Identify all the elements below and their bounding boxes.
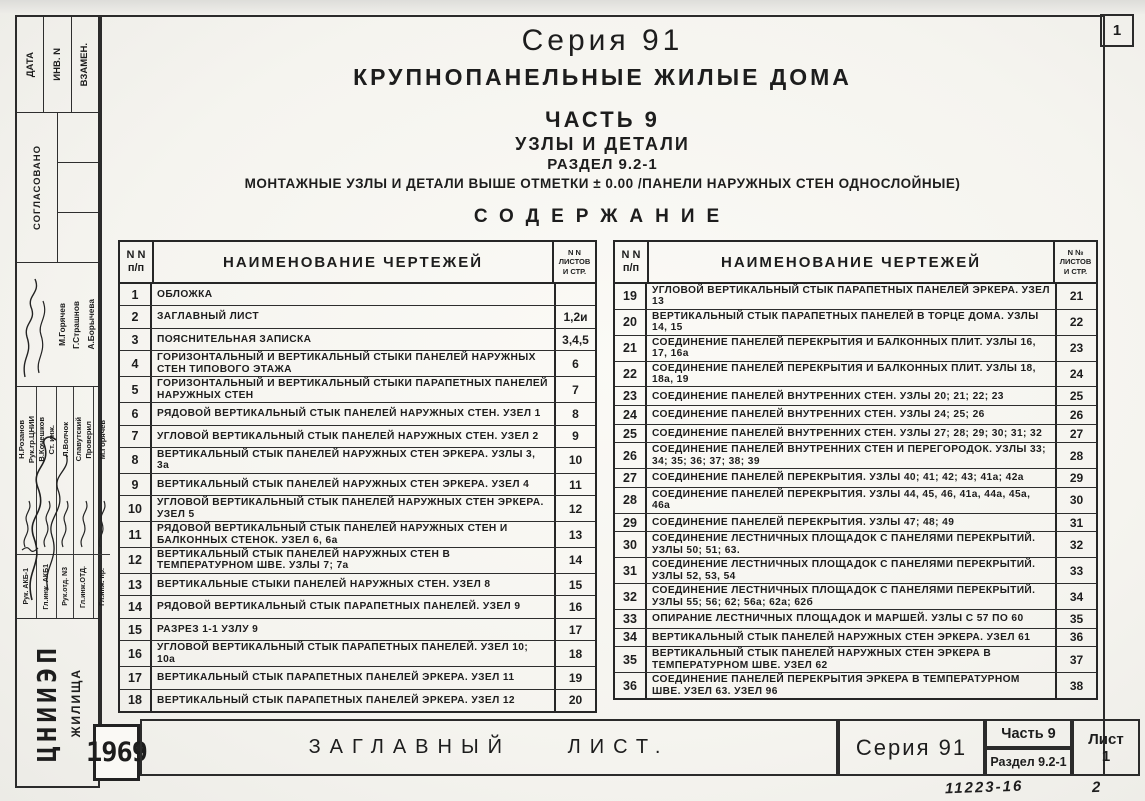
sheet-numbers: 21 — [1055, 284, 1096, 309]
row-number: 13 — [120, 574, 152, 595]
sheets-header: N N ЛИСТОВ И СТР. — [552, 242, 595, 282]
sheet-numbers: 16 — [554, 596, 595, 617]
drawing-title: ВЕРТИКАЛЬНЫЙ СТЫК ПАНЕЛЕЙ НАРУЖНЫХ СТЕН ЭРКЕРА. УЗЕЛ 4 — [157, 478, 530, 490]
drawing-title: СОЕДИНЕНИЕ ПАНЕЛЕЙ ПЕРЕКРЫТИЯ И БАЛКОННЫХ ПЛИТ. УЗЛЫ 16, 17, 16а — [652, 336, 1036, 360]
row-number: 27 — [615, 469, 647, 487]
sheet-numbers: 32 — [1055, 532, 1096, 557]
drawing-title: ГОРИЗОНТАЛЬНЫЙ И ВЕРТИКАЛЬНЫЙ СТЫКИ ПАНЕЛЕЙ НАРУЖНЫХ СТЕН ТИПОВОГО ЭТАЖА — [157, 352, 536, 375]
sheet-numbers: 6 — [554, 351, 595, 376]
building-type-title: КРУПНОПАНЕЛЬНЫЕ ЖИЛЫЕ ДОМА — [353, 64, 852, 90]
drawing-title: ОПИРАНИЕ ЛЕСТНИЧНЫХ ПЛОЩАДОК И МАРШЕЙ. УЗЛЫ С 57 ПО 60 — [652, 613, 1024, 625]
drawing-title: ВЕРТИКАЛЬНЫЙ СТЫК ПАНЕЛЕЙ НАРУЖНЫХ СТЕН В ТЕМПЕРАТУРНОМ ШВЕ. УЗЛЫ 7; 7а — [157, 549, 451, 572]
sheet-numbers: 24 — [1055, 362, 1096, 387]
sheet-title: ЗАГЛАВНЫЙ ЛИСТ. — [308, 736, 670, 758]
table-row — [615, 514, 1096, 533]
table-row — [120, 426, 595, 448]
table-row — [615, 673, 1096, 698]
sheet-numbers: 28 — [1055, 443, 1096, 468]
row-number: 8 — [120, 448, 152, 473]
table-row — [120, 351, 595, 377]
sheet-numbers: 10 — [554, 448, 595, 473]
row-number: 20 — [615, 310, 647, 335]
drawing-title: ВЕРТИКАЛЬНЫЕ СТЫКИ ПАНЕЛЕЙ НАРУЖНЫХ СТЕН. УЗЕЛ 8 — [157, 578, 491, 590]
sheet-numbers: 22 — [1055, 310, 1096, 335]
year-box — [85, 724, 148, 781]
staff-column — [94, 387, 110, 618]
sheet-numbers: 38 — [1055, 673, 1096, 698]
sheet-label: Лист — [1088, 730, 1124, 748]
name-header: НАИМЕНОВАНИЕ ЧЕРТЕЖЕЙ — [222, 253, 483, 271]
row-number: 4 — [120, 351, 152, 376]
sheet-numbers: 19 — [554, 667, 595, 688]
sheet-numbers: 8 — [554, 403, 595, 424]
row-number: 19 — [615, 284, 647, 309]
row-number: 12 — [120, 548, 152, 573]
footer-sheet-cell — [1072, 719, 1140, 776]
row-number: 32 — [615, 584, 647, 609]
sheet-numbers: 23 — [1055, 336, 1096, 361]
staff-extra-title: Ст. инж. — [47, 424, 56, 455]
table-row — [120, 403, 595, 425]
row-number: 17 — [120, 667, 152, 688]
drawing-title: СОЕДИНЕНИЕ ПАНЕЛЕЙ ПЕРЕКРЫТИЯ. УЗЛЫ 44, 45, 46, 41а, 44а, 45а, 46а — [652, 488, 1031, 512]
sheet-numbers: 34 — [1055, 584, 1096, 609]
drawing-title: СОЕДИНЕНИЕ ПАНЕЛЕЙ ВНУТРЕННИХ СТЕН. УЗЛЫ 27; 28; 29; 30; 31; 32 — [652, 427, 1043, 439]
sheet-numbers: 17 — [554, 619, 595, 640]
drawing-title: СОЕДИНЕНИЕ ЛЕСТНИЧНЫХ ПЛОЩАДОК С ПАНЕЛЯМИ ПЕРЕКРЫТИЙ. УЗЛЫ 52, 53, 54 — [652, 559, 1036, 582]
table-row — [615, 558, 1096, 584]
table-row — [120, 522, 595, 548]
sheet-numbers: 25 — [1055, 387, 1096, 405]
staff-column — [57, 387, 74, 618]
staff-name: Л.Волчок — [60, 422, 70, 457]
drawing-title: ОБЛОЖКА — [157, 289, 213, 301]
drawing-title: СОЕДИНЕНИЕ ПАНЕЛЕЙ ВНУТРЕННИХ СТЕН И ПЕРЕГОРОДОК. УЗЛЫ 33; 34; 35; 36; 37; 38; 39 — [652, 444, 1046, 467]
row-number: 23 — [615, 387, 647, 405]
drawing-title: СОЕДИНЕНИЕ ЛЕСТНИЧНЫХ ПЛОЩАДОК С ПАНЕЛЯМИ ПЕРЕКРЫТИЙ. УЗЛЫ 50; 51; 63. — [652, 533, 1036, 556]
drawing-title: ВЕРТИКАЛЬНЫЙ СТЫК ПАРАПЕТНЫХ ПАНЕЛЕЙ ЭРКЕРА. УЗЕЛ 12 — [157, 694, 515, 706]
row-number: 34 — [615, 629, 647, 647]
corner-number-value: 1 — [1112, 22, 1122, 39]
handwritten-code: 11223-16 — [944, 777, 1024, 798]
row-number: 6 — [120, 403, 152, 424]
approver-signatures — [17, 263, 98, 387]
table-row — [120, 284, 595, 306]
footer-series-cell — [838, 719, 985, 776]
drawing-title: СОЕДИНЕНИЕ ПАНЕЛЕЙ ПЕРЕКРЫТИЯ. УЗЛЫ 47; 48; 49 — [652, 516, 955, 528]
drawing-title: СОЕДИНЕНИЕ ПАНЕЛЕЙ ВНУТРЕННИХ СТЕН. УЗЛЫ 24; 25; 26 — [652, 409, 985, 421]
row-number: 14 — [120, 596, 152, 617]
sheet-numbers: 20 — [554, 690, 595, 711]
inventory-label: ИНВ. N — [51, 48, 63, 81]
footer-section-cell — [985, 748, 1072, 776]
row-number: 22 — [615, 362, 647, 387]
date-label: ДАТА — [24, 51, 36, 78]
table-row — [615, 362, 1096, 388]
row-number: 30 — [615, 532, 647, 557]
table-row — [120, 448, 595, 474]
table-row — [120, 329, 595, 351]
num-header: N N — [126, 248, 146, 261]
drawing-title: ЗАГЛАВНЫЙ ЛИСТ — [157, 311, 260, 323]
sheet-number: 1 — [1101, 747, 1111, 765]
row-number: 11 — [120, 522, 152, 547]
table-row — [615, 284, 1096, 310]
staff-signature — [76, 492, 92, 554]
table-row — [615, 610, 1096, 629]
institute-big: ЦНИИЭП — [32, 643, 63, 762]
staff-extra-title: Проверил — [84, 420, 93, 459]
drawing-title: СОЕДИНЕНИЕ ПАНЕЛЕЙ ПЕРЕКРЫТИЯ ЭРКЕРА В ТЕМПЕРАТУРНОМ ШВЕ. УЗЕЛ 63. УЗЕЛ 96 — [652, 674, 1020, 697]
table-header: N N п/п НАИМЕНОВАНИЕ ЧЕРТЕЖЕЙ N № ЛИСТОВ И СТР. — [615, 242, 1096, 284]
staff-column — [74, 387, 94, 618]
year-value: 1969 — [85, 737, 148, 768]
table-row — [615, 425, 1096, 444]
corner-sheet-number — [1100, 14, 1134, 47]
drawing-title: ВЕРТИКАЛЬНЫЙ СТЫК ПАНЕЛЕЙ НАРУЖНЫХ СТЕН ЭРКЕРА. УЗЛЫ 3, 3а — [157, 449, 536, 472]
row-number: 31 — [615, 558, 647, 583]
approver-name: М.Горячев — [57, 303, 68, 346]
table-row — [615, 532, 1096, 558]
table-row — [615, 336, 1096, 362]
row-number: 9 — [120, 474, 152, 495]
footer-part-cell — [985, 719, 1072, 748]
row-number: 10 — [120, 496, 152, 521]
sheet-numbers: 30 — [1055, 488, 1096, 513]
drawing-title: ГОРИЗОНТАЛЬНЫЙ И ВЕРТИКАЛЬНЫЙ СТЫКИ ПАРАПЕТНЫХ ПАНЕЛЕЙ НАРУЖНЫХ СТЕН — [157, 378, 548, 401]
drawing-title: ВЕРТИКАЛЬНЫЙ СТЫК ПАРАПЕТНЫХ ПАНЕЛЕЙ В ТОРЦЕ ДОМА. УЗЛЫ 14, 15 — [652, 310, 1039, 334]
row-number: 24 — [615, 406, 647, 424]
table-row — [615, 387, 1096, 406]
table-row — [615, 584, 1096, 610]
sheet-numbers: 3,4,5 — [554, 329, 595, 350]
drawing-title: УГЛОВОЙ ВЕРТИКАЛЬНЫЙ СТЫК ПАНЕЛЕЙ НАРУЖНЫХ СТЕН ЭРКЕРА. УЗЕЛ 5 — [157, 497, 544, 520]
row-number: 16 — [120, 641, 152, 666]
row-number: 15 — [120, 619, 152, 640]
sheet-numbers: 33 — [1055, 558, 1096, 583]
sheet-numbers: 11 — [554, 474, 595, 495]
staff-signature — [19, 492, 35, 554]
row-number: 21 — [615, 336, 647, 361]
drawing-title: СОЕДИНЕНИЕ ПАНЕЛЕЙ ПЕРЕКРЫТИЯ. УЗЛЫ 40; 41; 42; 43; 41а; 42а — [652, 472, 1024, 484]
staff-signature — [39, 492, 55, 554]
approver-name: А.Борычева — [85, 299, 96, 350]
sheet-numbers: 14 — [554, 548, 595, 573]
section-title: РАЗДЕЛ 9.2-1 — [547, 156, 658, 173]
footer-section: Раздел 9.2-1 — [990, 755, 1067, 769]
staff-position: Рук. АКБ-1 — [23, 568, 30, 605]
row-number: 1 — [120, 284, 152, 305]
sheet-numbers: 31 — [1055, 514, 1096, 532]
drawing-title: СОЕДИНЕНИЕ ПАНЕЛЕЙ ВНУТРЕННИХ СТЕН. УЗЛЫ 20; 21; 22; 23 — [652, 390, 1004, 402]
institute-small: ЖИЛИЩА — [68, 667, 83, 738]
drawing-title: РЯДОВОЙ ВЕРТИКАЛЬНЫЙ СТЫК ПАНЕЛЕЙ НАРУЖНЫХ СТЕН. УЗЕЛ 1 — [157, 408, 541, 420]
signature-scribbles — [17, 263, 55, 386]
table-row — [120, 496, 595, 522]
drawing-title: ПОЯСНИТЕЛЬНАЯ ЗАПИСКА — [157, 333, 312, 345]
sheet-numbers: 1,2и — [554, 306, 595, 327]
staff-position: Гл.инж. пр. — [98, 567, 106, 606]
table-row — [120, 596, 595, 618]
replacement-label: ВЗАМЕН. — [79, 42, 91, 87]
description-line: МОНТАЖНЫЕ УЗЛЫ И ДЕТАЛИ ВЫШЕ ОТМЕТКИ ± 0.00 /ПАНЕЛИ НАРУЖНЫХ СТЕН ОДНОСЛОЙНЫЕ) — [244, 176, 961, 191]
sheet-numbers: 37 — [1055, 647, 1096, 672]
sheet-title-cell — [140, 719, 838, 776]
drawing-title: СОЕДИНЕНИЕ ПАНЕЛЕЙ ПЕРЕКРЫТИЯ И БАЛКОННЫХ ПЛИТ. УЗЛЫ 18, 18а, 19 — [652, 362, 1036, 385]
approver-name: Г.Страшнов — [71, 300, 82, 349]
table-row — [120, 377, 595, 403]
table-row — [120, 641, 595, 667]
staff-name: Н.Розанов — [17, 420, 26, 459]
drawing-title: УГЛОВОЙ ВЕРТИКАЛЬНЫЙ СТЫК ПАРАПЕТНЫХ ПАНЕЛЕЙ. УЗЕЛ 10; 10а — [157, 642, 529, 665]
table-row — [120, 548, 595, 574]
row-number: 28 — [615, 488, 647, 513]
row-number: 36 — [615, 673, 647, 698]
staff-column — [17, 387, 37, 618]
drawing-title: ВЕРТИКАЛЬНЫЙ СТЫК ПАНЕЛЕЙ НАРУЖНЫХ СТЕН ЭРКЕРА В ТЕМПЕРАТУРНОМ ШВЕ. УЗЕЛ 62 — [652, 648, 992, 671]
row-number: 29 — [615, 514, 647, 532]
table-row — [615, 310, 1096, 336]
drawing-title: ВЕРТИКАЛЬНЫЙ СТЫК ПАРАПЕТНЫХ ПАНЕЛЕЙ ЭРКЕРА. УЗЕЛ 11 — [157, 672, 515, 684]
part-subtitle: УЗЛЫ И ДЕТАЛИ — [515, 134, 690, 154]
row-number: 7 — [120, 426, 152, 447]
row-number: 5 — [120, 377, 152, 402]
sheet-numbers: 35 — [1055, 610, 1096, 628]
table-row — [615, 629, 1096, 648]
sheet-numbers: 18 — [554, 641, 595, 666]
table-body — [615, 284, 1096, 698]
approved-section — [17, 113, 98, 263]
table-row — [615, 443, 1096, 469]
sheet-numbers: 36 — [1055, 629, 1096, 647]
table-row — [120, 474, 595, 496]
row-number: 3 — [120, 329, 152, 350]
row-number: 35 — [615, 647, 647, 672]
sheet-numbers: 12 — [554, 496, 595, 521]
handwritten-page: 2 — [1091, 778, 1103, 797]
sheet-numbers — [554, 284, 595, 305]
stamp-sidebar — [15, 15, 107, 788]
drawing-title: УГЛОВОЙ ВЕРТИКАЛЬНЫЙ СТЫК ПАРАПЕТНЫХ ПАНЕЛЕЙ ЭРКЕРА. УЗЕЛ 13 — [652, 285, 1050, 308]
sheets-header: N № ЛИСТОВ И СТР. — [1053, 242, 1096, 282]
contents-table-right — [613, 240, 1098, 700]
staff-name: Славутский — [74, 417, 83, 462]
row-number: 33 — [615, 610, 647, 628]
drawing-title: РЯДОВОЙ ВЕРТИКАЛЬНЫЙ СТЫК ПАНЕЛЕЙ НАРУЖНЫХ СТЕН И БАЛКОННЫХ СТЕНОК. УЗЕЛ 6, 6а — [157, 523, 508, 546]
num-header: N N — [621, 248, 641, 261]
table-row — [120, 306, 595, 328]
row-number: 26 — [615, 443, 647, 468]
drawing-title: УГЛОВОЙ ВЕРТИКАЛЬНЫЙ СТЫК ПАНЕЛЕЙ НАРУЖНЫХ СТЕН. УЗЕЛ 2 — [157, 430, 539, 442]
row-number: 25 — [615, 425, 647, 443]
sheet-numbers: 29 — [1055, 469, 1096, 487]
table-row — [615, 488, 1096, 514]
sheet-numbers: 27 — [1055, 425, 1096, 443]
table-row — [615, 406, 1096, 425]
sheet-numbers: 13 — [554, 522, 595, 547]
drawing-title: РАЗРЕЗ 1-1 УЗЛУ 9 — [157, 623, 259, 635]
drawing-title: РЯДОВОЙ ВЕРТИКАЛЬНЫЙ СТЫК ПАРАПЕТНЫХ ПАНЕЛЕЙ. УЗЕЛ 9 — [157, 601, 521, 613]
staff-signature — [94, 492, 110, 554]
part-title: ЧАСТЬ 9 — [545, 107, 660, 132]
footer-series: Серия 91 — [855, 734, 968, 760]
table-row — [120, 667, 595, 689]
staff-name: В.Кочешков — [37, 417, 46, 462]
table-row — [120, 690, 595, 711]
staff-name: М.Горячев — [97, 419, 107, 460]
table-row — [120, 619, 595, 641]
table-row — [615, 469, 1096, 488]
series-title: Серия 91 — [521, 24, 684, 57]
table-body — [120, 284, 595, 711]
approved-label: СОГЛАСОВАНО — [31, 145, 43, 230]
contents-title: СОДЕРЖАНИЕ — [473, 206, 732, 227]
staff-stamp — [17, 387, 107, 619]
staff-position: Гл.инж.ОТД. — [80, 565, 87, 608]
table-row — [615, 647, 1096, 673]
contents-table-left — [118, 240, 597, 713]
staff-position: Рук.отд. N3 — [61, 567, 69, 606]
name-header: НАИМЕНОВАНИЕ ЧЕРТЕЖЕЙ — [720, 253, 981, 271]
staff-position: Гл.инж. АКБ1 — [43, 563, 50, 610]
table-row — [120, 574, 595, 596]
staff-signature — [57, 492, 73, 554]
sheet-numbers: 9 — [554, 426, 595, 447]
drawing-title: ВЕРТИКАЛЬНЫЙ СТЫК ПАНЕЛЕЙ НАРУЖНЫХ СТЕН ЭРКЕРА. УЗЕЛ 61 — [652, 631, 1031, 643]
sheet-numbers: 7 — [554, 377, 595, 402]
staff-column — [37, 387, 57, 618]
staff-extra-title: Рук.гр.ЦНИИ — [27, 415, 36, 464]
sheet-numbers: 15 — [554, 574, 595, 595]
footer-part: Часть 9 — [1001, 725, 1056, 742]
stamp-top-labels — [17, 17, 98, 113]
row-number: 18 — [120, 690, 152, 711]
drawing-title: СОЕДИНЕНИЕ ЛЕСТНИЧНЫХ ПЛОЩАДОК С ПАНЕЛЯМИ ПЕРЕКРЫТИЙ. УЗЛЫ 55; 56; 62; 56а; 62а; 62б — [652, 585, 1036, 608]
table-header: N N п/п НАИМЕНОВАНИЕ ЧЕРТЕЖЕЙ N N ЛИСТОВ И СТР. — [120, 242, 595, 284]
sheet-numbers: 26 — [1055, 406, 1096, 424]
row-number: 2 — [120, 306, 152, 327]
